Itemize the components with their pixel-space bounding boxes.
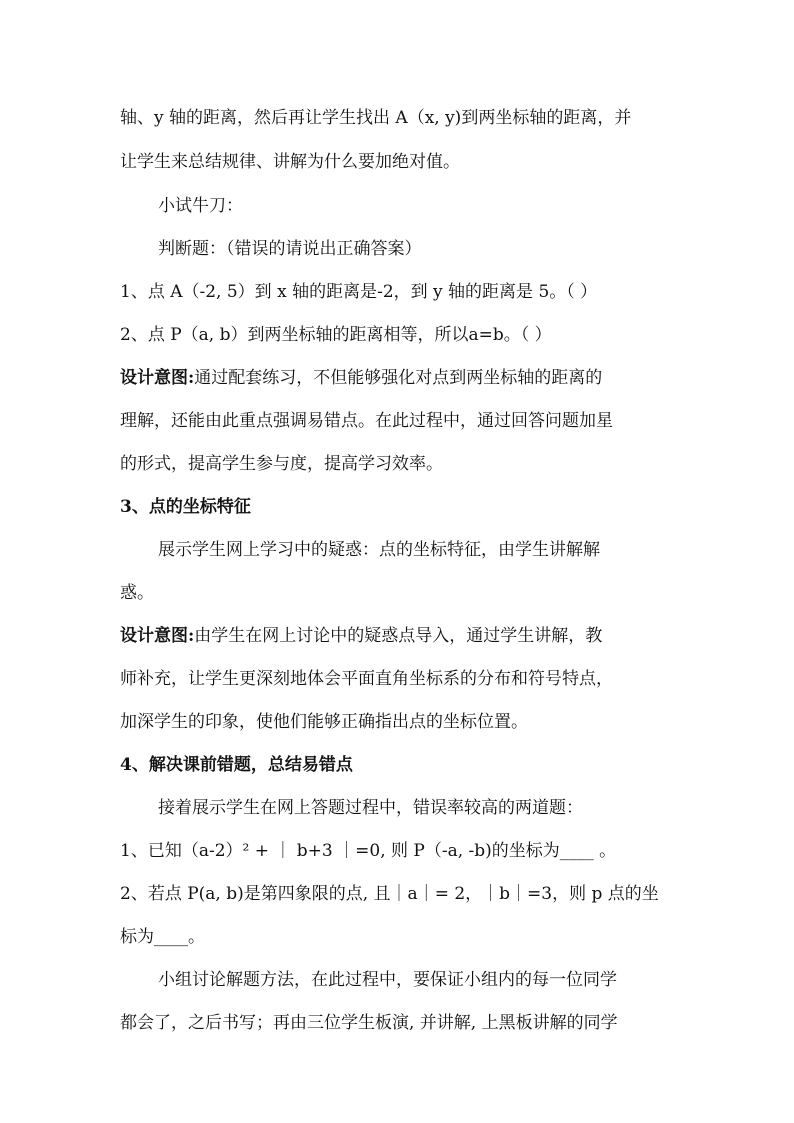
text-line: 接着展示学生在网上答题过程中，错误率较高的两道题： xyxy=(158,798,583,818)
text-line: 惑。 xyxy=(120,583,154,603)
question-line: 2、若点 P(a, b)是第四象限的点, 且｜a｜= 2，｜b｜=3，则 p 点的坐 xyxy=(120,884,659,904)
section-heading: 3、点的坐标特征 xyxy=(120,497,251,517)
text-line: 师补充，让学生更深刻地体会平面直角坐标系的分布和符号特点， xyxy=(120,669,613,689)
text-line: 展示学生网上学习中的疑惑：点的坐标特征，由学生讲解解 xyxy=(158,540,600,560)
text-line: 小试牛刀： xyxy=(158,196,243,216)
design-intent-line xyxy=(120,366,602,390)
design-intent-line xyxy=(120,624,602,648)
text-line: 轴、y 轴的距离，然后再让学生找出 A（x, y)到两坐标轴的距离，并 xyxy=(120,108,632,128)
text-line: 标为____。 xyxy=(120,927,205,947)
text-span: 由学生在网上讨论中的疑惑点导入，通过学生讲解，教 xyxy=(194,626,603,646)
section-heading: 4、解决课前错题，总结易错点 xyxy=(120,755,353,775)
question-line: 1、已知（a-2）² + ｜ b+3 ｜=0, 则 P（-a, -b)的坐标为____ 。 xyxy=(120,841,617,861)
text-line: 加深学生的印象，使他们能够正确指出点的坐标位置。 xyxy=(120,712,528,732)
text-line: 小组讨论解题方法，在此过程中，要保证小组内的每一位同学 xyxy=(158,970,617,990)
question-line: 2、点 P（a, b）到两坐标轴的距离相等，所以a=b。（ ） xyxy=(120,325,552,345)
text-line: 让学生来总结规律、讲解为什么要加绝对值。 xyxy=(120,152,460,172)
text-line: 判断题：（错误的请说出正确答案） xyxy=(158,239,422,259)
question-line: 1、点 A（-2, 5）到 x 轴的距离是-2，到 y 轴的距离是 5。（ ） xyxy=(120,282,598,302)
design-intent-label: 设计意图: xyxy=(120,626,195,646)
design-intent-label: 设计意图: xyxy=(120,368,195,388)
text-line: 的形式，提高学生参与度，提高学习效率。 xyxy=(120,454,443,474)
text-line: 理解，还能由此重点强调易错点。在此过程中，通过回答问题加星 xyxy=(120,411,613,431)
text-line: 都会了，之后书写；再由三位学生板演, 并讲解, 上黑板讲解的同学 xyxy=(120,1013,618,1033)
text-span: 通过配套练习，不但能够强化对点到两坐标轴的距离的 xyxy=(194,368,603,388)
